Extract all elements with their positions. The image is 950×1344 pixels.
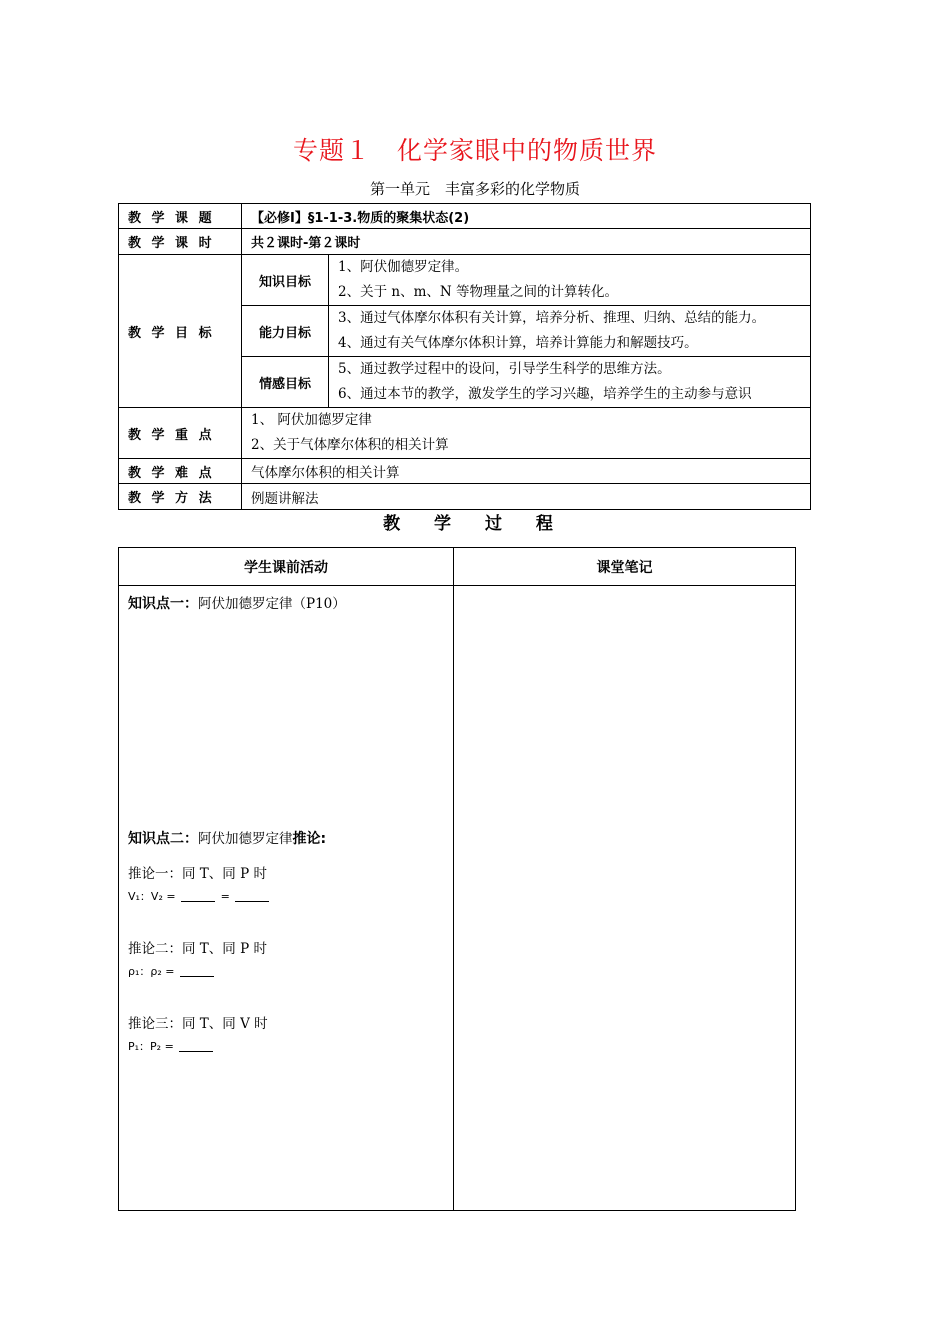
knowledge-goal-1: 1、阿伏伽德罗定律。 bbox=[338, 259, 469, 275]
knowledge-goal-2: 2、关于 n、m、N 等物理量之间的计算转化。 bbox=[338, 284, 618, 300]
emotion-goal-cell bbox=[329, 357, 811, 408]
key-points-label: 教 学 重 点 bbox=[119, 408, 242, 459]
inference-2-formula bbox=[128, 963, 216, 979]
kp2-text: 阿伏加德罗定律 bbox=[198, 831, 293, 847]
kp1-label: 知识点一： bbox=[128, 596, 198, 612]
blank-2[interactable] bbox=[235, 891, 269, 902]
ability-goal-cell bbox=[329, 306, 811, 357]
emotion-goal-2: 6、通过本节的教学，激发学生的学习兴趣，培养学生的主动参与意识 bbox=[338, 386, 752, 402]
student-activity-header: 学生课前活动 bbox=[119, 548, 454, 586]
inf1-formula-text: V₁：V₂ = bbox=[128, 890, 176, 903]
key-point-1: 1、 阿伏加德罗定律 bbox=[251, 412, 372, 428]
blank-4[interactable] bbox=[179, 1041, 213, 1052]
inference-1-text: 推论一：同 T、同 P 时 bbox=[128, 866, 267, 882]
blank-3[interactable] bbox=[180, 966, 214, 977]
inf3-formula-text: P₁：P₂ = bbox=[128, 1040, 174, 1053]
page-subtitle: 第一单元 丰富多彩的化学物质 bbox=[369, 180, 580, 198]
hours-label: 教 学 课 时 bbox=[119, 229, 242, 255]
ability-goal-1: 3、通过气体摩尔体积有关计算，培养分析、推理、归纳、总结的能力。 bbox=[338, 310, 766, 326]
inference-3-formula bbox=[128, 1038, 215, 1054]
method-value: 例题讲解法 bbox=[242, 484, 811, 510]
knowledge-goal-cell bbox=[329, 255, 811, 306]
difficulty-label: 教 学 难 点 bbox=[119, 459, 242, 484]
page-title: 专题１ 化学家眼中的物质世界 bbox=[292, 136, 657, 165]
emotion-goal-1: 5、通过教学过程中的设问，引导学生科学的思维方法。 bbox=[338, 361, 671, 377]
class-notes-cell[interactable] bbox=[454, 586, 796, 1211]
kp2-suffix: 推论: bbox=[292, 831, 327, 847]
process-title: 教 学 过 程 bbox=[383, 514, 567, 534]
hours-value: 共２课时-第２课时 bbox=[242, 229, 811, 255]
student-activity-cell bbox=[119, 586, 454, 1211]
key-points-cell bbox=[242, 408, 811, 459]
knowledge-point-1 bbox=[128, 592, 346, 613]
blank-1[interactable] bbox=[181, 891, 215, 902]
course-label: 教 学 课 题 bbox=[119, 204, 242, 229]
ability-goal-label: 能力目标 bbox=[242, 306, 329, 357]
lesson-info-table bbox=[118, 203, 811, 510]
inference-1-formula bbox=[128, 888, 271, 904]
goals-label: 教 学 目 标 bbox=[119, 255, 242, 408]
course-value: 【必修Ⅰ】§1-1-3.物质的聚集状态(2) bbox=[242, 204, 811, 229]
difficulty-value: 气体摩尔体积的相关计算 bbox=[242, 459, 811, 484]
key-point-2: 2、关于气体摩尔体积的相关计算 bbox=[251, 437, 449, 453]
inf1-eq: = bbox=[220, 890, 230, 903]
inference-2-text: 推论二：同 T、同 P 时 bbox=[128, 941, 267, 957]
knowledge-point-2 bbox=[128, 827, 326, 848]
process-table bbox=[118, 547, 796, 1211]
class-notes-header: 课堂笔记 bbox=[454, 548, 796, 586]
kp2-label: 知识点二： bbox=[128, 831, 198, 847]
method-label: 教 学 方 法 bbox=[119, 484, 242, 510]
kp1-text: 阿伏加德罗定律（P10） bbox=[198, 596, 346, 612]
emotion-goal-label: 情感目标 bbox=[242, 357, 329, 408]
inf2-formula-text: ρ₁：ρ₂ = bbox=[128, 965, 175, 978]
ability-goal-2: 4、通过有关气体摩尔体积计算，培养计算能力和解题技巧。 bbox=[338, 335, 698, 351]
inference-3-text: 推论三：同 T、同 V 时 bbox=[128, 1016, 268, 1032]
knowledge-goal-label: 知识目标 bbox=[242, 255, 329, 306]
